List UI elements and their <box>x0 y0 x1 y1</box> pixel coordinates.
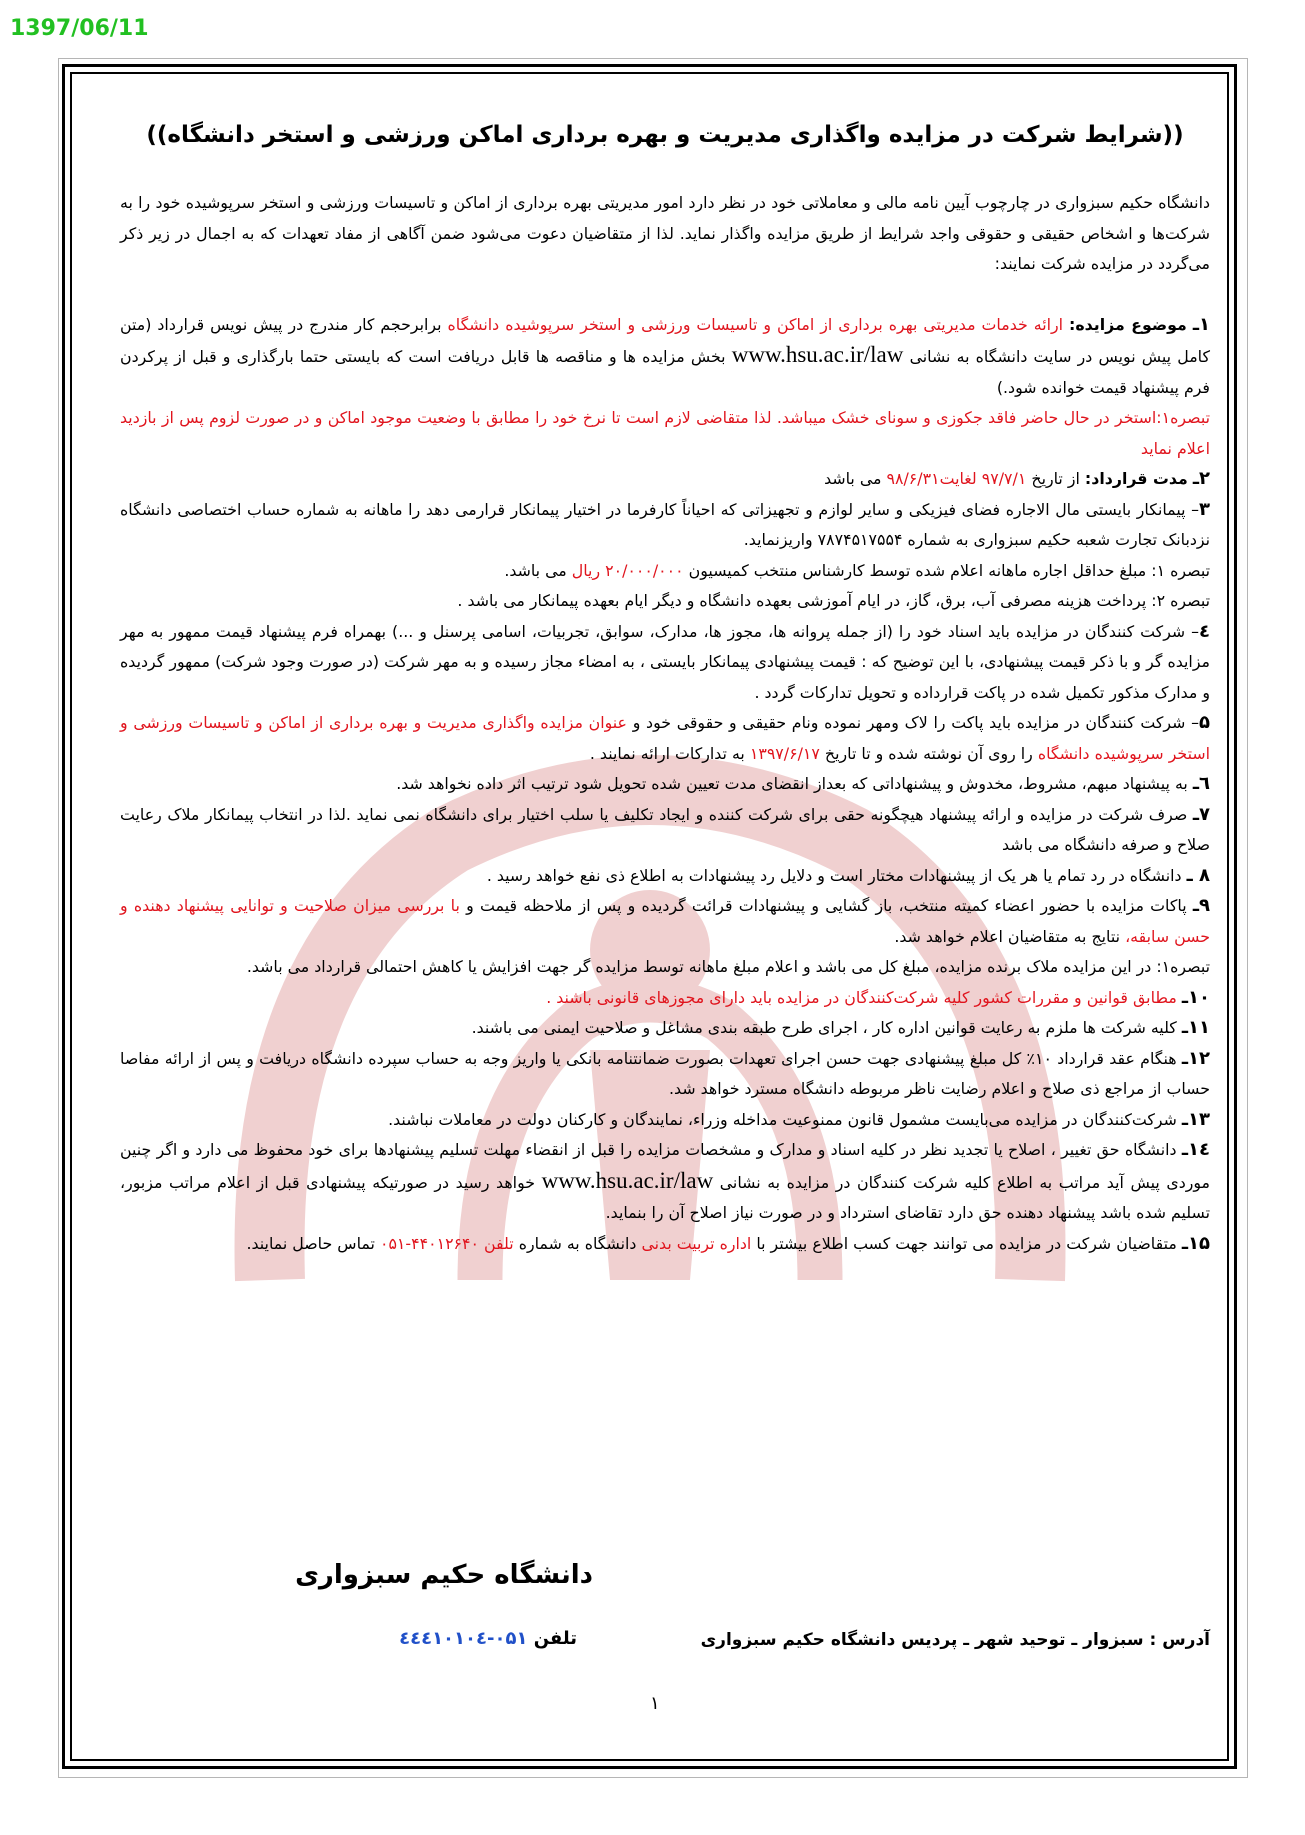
item-14-text: دانشگاه حق تغییر ، اصلاح یا تجدید نظر در کلیه اسناد و مدارک و مشخصات مزایده را قبل از انقضاء مهلت تسلیم پیشنهادها برای خود محفوظ می دارد و اگر چنین موردی پیش آید مراتب به اطلاع کلیه شرکت کنندگان در مزایده به نشانی <box>120 1140 1210 1192</box>
law-url-link-2[interactable]: www.hsu.ac.ir/law <box>541 1167 714 1193</box>
item-13-text: شرکت‌کنندگان در مزایده می‌بایست مشمول قانون ممنوعیت مداخله وزراء، نمایندگان و کارکنان دولت در معاملات نباشند. <box>388 1109 1177 1129</box>
item-5-text-2: را روی آن نوشته شده و تا تاریخ <box>824 743 1033 763</box>
item-4 <box>120 617 1210 709</box>
item-3 <box>120 495 1210 556</box>
item-11 <box>120 1013 1210 1044</box>
item-8 <box>120 861 1210 892</box>
pe-office: اداره تربیت بدنی <box>641 1233 752 1253</box>
item-15-text: متقاضیان شرکت در مزایده می توانند جهت کسب اطلاع بیشتر با <box>756 1233 1177 1253</box>
item-10 <box>120 983 1210 1014</box>
item-10-number: ۱۰ـ <box>1181 986 1210 1008</box>
item-15-text-3: تماس حاصل نمایند. <box>246 1233 375 1253</box>
item-7 <box>120 800 1210 861</box>
item-9-number: ۹ـ <box>1192 895 1211 916</box>
item-1-text: برابرحجم کار مندرج در پیش نویس قرارداد (متن کامل پیش نویس در سایت دانشگاه به نشانی <box>120 314 1211 366</box>
auction-title-red: عنوان مزایده واگذاری مدیریت و بهره برداری از اماکن و تاسیسات ورزشی و استخر سرپوشیده دانشگاه <box>120 713 1210 763</box>
item-8-text: دانشگاه در رد تمام یا هر یک از پیشنهادات مختار است و دلایل رد پیشنهادات به اطلاع ذی نفع خواهد رسید . <box>486 865 1182 885</box>
item-2-text-b: می باشد <box>824 469 882 488</box>
item-7-text: صرف شرکت در مزایده و ارائه پیشنهاد هیچگونه حقی برای شرکت کننده و ایجاد تکلیف یا سلب اختیار برای دانشگاه نمی نماید .لذا در انتخاب پیمانکار ملاک رعایت صلاح و صرفه دانشگاه می باشد <box>120 804 1210 854</box>
note-3-2: تبصره ۲: پرداخت هزینه مصرفی آب، برق، گاز، در ایام آموزشی بعهده دانشگاه و دیگر ایام بعهده پیمانکار می باشد . <box>457 591 1210 610</box>
item-3-text: – پیمانکار بایستی مال الاجاره فضای فیزیکی و سایر لوازم و تجهیزاتی که احیاناً کارفرما در اختیار پیمانکار قرارمی دهد را ماهانه به شماره حساب اختصاصی دانشگاه نزدبانک تجارت شعبه حکیم سبزواری به شماره <box>120 499 1210 549</box>
document-body <box>120 100 1210 1740</box>
item-15-number: ۱۵ـ <box>1181 1232 1210 1254</box>
contract-dates: ۹۷/۷/۱ لغایت۹۸/۶/۳۱ <box>886 469 1027 488</box>
university-signature: دانشگاه حکیم سبزواری <box>295 1560 593 1590</box>
document-title: ((شرایط شرکت در مزایده واگذاری مدیریت و بهره برداری اماکن ورزشی و استخر دانشگاه)) <box>146 122 1184 148</box>
item-9-text: پاکات مزایده با حضور اعضاء کمیته منتخب، باز گشایی و پیشنهادات قرائت گردیده و پس از ملاحظه قیمت <box>480 896 1187 915</box>
address: آدرس : سبزوار ـ توحید شهر ـ پردیس دانشگاه حکیم سبزواری <box>700 1630 1210 1650</box>
item-9 <box>120 891 1210 952</box>
item-5-number: ۵ <box>1198 712 1210 733</box>
item-5-text: – شرکت کنندگان در مزایده باید پاکت را لاک ومهر نموده ونام حقیقی و حقوقی خود و <box>632 713 1199 732</box>
item-11-text: کلیه شرکت ها ملزم به رعایت قوانین اداره کار ، اجرای طرح طبقه بندی مشاغل و صلاحیت ایمنی می باشند. <box>471 1018 1177 1037</box>
phone-number: ۰۵۱-٤٤٤۱۰۱۰٤ <box>399 1628 528 1649</box>
account-number: ۷۸۷۴۵۱۷۵۵۴ <box>817 530 903 549</box>
item-1-subject: ارائه خدمات مدیریتی بهره برداری از اماکن و تاسیسات ورزشی و استخر سرپوشیده دانشگاه <box>447 314 1064 334</box>
item-7-number: ۷ـ <box>1192 803 1210 825</box>
page-number: ۱ <box>650 1693 660 1714</box>
intro-paragraph: دانشگاه حکیم سبزواری در چارچوب آیین نامه مالی و معاملاتی خود در نظر دارد امور مدیریتی بهره برداری از اماکن و تاسیسات ورزشی و استخر سرپوشیده خود را به شرکت‌ها و اشخاص حقیقی و حقوقی واجد شرایط از طریق مزایده واگذار نماید. لذا از متقاضیان دعوت می‌شود ضمن آگاهی از مفاد تعهدات که به اجمال در زیر ذکر می‌گردد در مزایده شرکت نمایند: <box>120 193 1210 273</box>
item-14-number: ۱٤ـ <box>1181 1139 1210 1160</box>
item-2-number: ۲ـ <box>1192 468 1210 489</box>
item-12-text: هنگام عقد قرارداد ۱۰٪ کل مبلغ پیشنهادی جهت حسن اجرای تعهدات بصورت ضمانتنامه بانکی یا واریز وجه به حساب سپرده دانشگاه دریافت و پس از ارائه مفاصا حساب از مراجع ذی صلاح و اعلام رضایت ناظر مربوطه دانشگاه مسترد خواهد شد. <box>120 1048 1210 1098</box>
item-5-text-3: به تدارکات ارائه نمایند . <box>589 743 745 763</box>
item-12-number: ۱۲ـ <box>1181 1047 1210 1069</box>
item-2-text-a: از تاریخ <box>1031 469 1080 488</box>
item-13-number: ۱۳ـ <box>1181 1108 1210 1130</box>
item-6 <box>120 769 1210 800</box>
law-url-link[interactable]: www.hsu.ac.ir/law <box>731 342 904 367</box>
item-9-red: با بررسی میزان صلاحیت و توانایی پیشنهاد دهنده و حسن سابقه، <box>120 896 1210 946</box>
item-4-number: ٤ <box>1199 620 1210 642</box>
note-3-1 <box>120 556 1210 587</box>
deadline-date: ۱۳۹۷/۶/۱۷ <box>749 743 820 763</box>
document-date: 1397/06/11 <box>10 16 149 41</box>
item-13 <box>120 1105 1210 1136</box>
item-1-number: ۱ـ <box>1192 313 1210 335</box>
item-14 <box>120 1135 1210 1229</box>
note-3-1-text: تبصره ۱: مبلغ حداقل اجاره ماهانه اعلام شده توسط کارشناس منتخب کمیسیون <box>688 560 1210 580</box>
min-rent-amount: ۲۰/۰۰۰/۰۰۰ ریال <box>571 560 684 580</box>
item-15 <box>120 1229 1210 1260</box>
item-14-text-2: خواهد رسید در صورتیکه پیشنهادی قبل از اعلام مراتب مزبور، تسلیم شده باشد پیشنهاد دهنده حق دارد تقاضای استرداد و در صورت نیاز اصلاح آن را بنماید. <box>120 1172 1210 1222</box>
item-1-label: موضوع مزایده: <box>1069 314 1187 334</box>
item-2 <box>120 464 1210 495</box>
item-9-text-3: نتایج به متقاضیان اعلام خواهد شد. <box>894 926 1121 946</box>
phone <box>399 1628 577 1649</box>
item-10-text: مطابق قوانین و مقررات کشور کلیه شرکت‌کنندگان در مزایده باید دارای مجوزهای قانونی باشند . <box>546 987 1177 1007</box>
item-3-text-2: واریزنماید. <box>743 530 813 549</box>
item-4-text: – شرکت کنندگان در مزایده باید اسناد خود را (از جمله پروانه ها، مجوز ها، مدارک، سوابق، تجربیات، اسامی پرسنل و ...) بهمراه فرم پیشنهاد قیمت ممهور به مهر مزایده گر و با ذکر قیمت پیشنهادی، با این توضیح که : قیمت پیشنهادی پیمانکار بایستی ، به امضاء مجاز رسیده و به مهر شرکت (در صورت وجود شرکت) ممهور گردیده و مدارک مذکور تکمیل شده در پاکت قرارداده و تحویل تدارکات گردد . <box>120 621 1210 702</box>
item-3-number: ۳ <box>1199 498 1210 520</box>
note-pool: تبصره۱:استخر در حال حاضر فاقد جکوزی و سونای خشک میباشد. لذا متقاضی لازم است تا نرخ خود را مطابق با وضعیت موجود اماکن و در صورت لزوم پس از بازدید اعلام نماید <box>120 408 1210 458</box>
pe-office-phone: تلفن ۴۴۰۱۲۶۴۰-۰۵۱ <box>379 1233 514 1253</box>
item-9-text-2: و <box>466 896 474 915</box>
item-6-number: ٦ـ <box>1192 773 1210 794</box>
note-3-1-text-2: می باشد. <box>504 560 567 580</box>
note-9: تبصره۱: در این مزایده ملاک برنده مزایده، مبلغ کل می باشد و اعلام مبلغ ماهانه توسط مزایده گر جهت افزایش یا کاهش احتمالی قرارداد می باشد. <box>246 957 1210 976</box>
item-1 <box>120 310 1210 404</box>
item-5 <box>120 708 1210 769</box>
item-15-text-2: دانشگاه به شماره <box>518 1233 637 1253</box>
item-12 <box>120 1044 1210 1105</box>
item-11-number: ۱۱ـ <box>1181 1017 1210 1038</box>
item-2-label: مدت قرارداد: <box>1084 469 1188 488</box>
phone-label: تلفن <box>533 1628 577 1649</box>
item-6-text: به پیشنهاد مبهم، مشروط، مخدوش و پیشنهاداتی که بعداز انقضای مدت تعیین شده تحویل شود ترتیب اثر داده نخواهد شد. <box>396 774 1188 793</box>
item-1-text-2: بخش مزایده ها و مناقصه ها قابل دریافت است که بایستی حتما بارگذاری و قبل از پرکردن فرم پیشنهاد قیمت خوانده شود.) <box>120 347 1210 397</box>
item-8-number: ۸ ـ <box>1186 864 1210 886</box>
